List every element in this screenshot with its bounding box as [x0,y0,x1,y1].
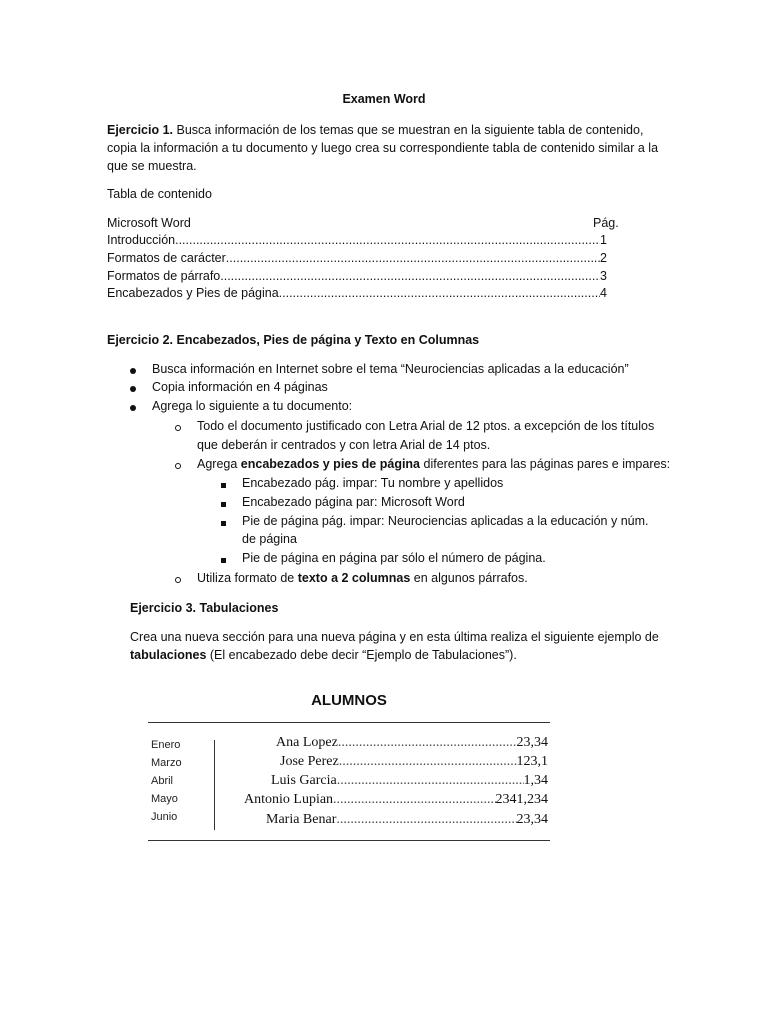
bullet-item: Agrega lo siguiente a tu documento: [152,399,353,413]
exercise-2-heading: Ejercicio 2. Encabezados, Pies de página y Texto en Columnas [107,333,480,347]
text-run: en algunos párrafos. [410,571,528,585]
toc-row [107,286,607,304]
bold-text-run: tabulaciones [130,648,207,662]
toc-row-page: 4 [600,286,607,300]
square-bullet-icon [221,558,226,563]
month-label: Mayo [151,793,178,805]
bullet-icon [130,405,136,411]
toc-header-right: Pág. [593,216,619,230]
circle-bullet-icon [175,463,181,469]
month-label: Junio [151,811,178,823]
tab-leader-dots [339,754,517,770]
square-bullet-icon [221,483,226,488]
toc-leader-dots [220,269,600,283]
bullet-icon [130,368,136,374]
bold-text-run: encabezados y pies de página [240,457,421,471]
entry-value: 1,34 [523,773,548,788]
tabulation-example-image [148,688,550,844]
toc-row [107,251,607,269]
entry-value: 123,1 [516,754,548,769]
page-title: Examen Word [342,92,426,106]
toc-row-label: Encabezados y Pies de página [107,286,279,300]
toc-row-page: 2 [600,251,607,265]
bottom-rule [148,840,550,841]
nested-bullet-item-continuation: de página [242,532,297,546]
tabulation-title: ALUMNOS [311,692,387,709]
tab-leader-dots [338,735,517,751]
circle-bullet-icon [175,425,181,431]
entry-value: 23,34 [516,735,548,750]
entry-value: 2341,234 [495,792,548,807]
tab-entry [238,792,548,808]
month-label: Abril [151,775,174,787]
month-label: Enero [151,739,181,751]
top-rule [148,722,550,723]
month-label: Marzo [151,757,182,769]
tab-entry [238,754,548,770]
nested-bullet-item: Pie de página en página par sólo el número de página. [242,551,546,565]
vertical-tab-line [214,740,215,830]
text-run: (El encabezado debe decir “Ejemplo de Tabulaciones”). [206,648,517,662]
tab-entry [238,773,548,789]
entry-name: Luis Garcia [271,773,337,788]
entry-name: Antonio Lupian [244,792,334,807]
exercise-1-label: Ejercicio 1. [107,123,174,137]
bold-text-run: texto a 2 columnas [297,571,411,585]
text-run: Utiliza formato de [197,571,298,585]
exercise-1-paragraph [107,121,667,175]
bullet-icon [130,386,136,392]
toc-row [107,233,607,251]
toc-row-label: Formatos de carácter [107,251,226,265]
toc-leader-dots [279,286,600,300]
tab-leader-dots [337,773,524,789]
tab-leader-dots [336,812,516,828]
sub-bullet-item [197,457,670,471]
bullet-item: Copia información en 4 páginas [152,380,328,394]
exercise-1-text: Busca información de los temas que se muestran en la siguiente tabla de contenido, copia la información a tu documento y luego crea su correspondiente tabla de contenido similar a la que se muestra. [107,123,659,173]
bullet-item: Busca información en Internet sobre el tema “Neurociencias aplicadas a la educación” [152,362,629,376]
square-bullet-icon [221,521,226,526]
tab-leader-dots [333,792,495,808]
toc-row-page: 3 [600,269,607,283]
toc-row-label: Formatos de párrafo [107,269,221,283]
entry-name: Jose Perez [280,754,339,769]
exercise-3-line [130,648,517,662]
sub-bullet-item: Todo el documento justificado con Letra Arial de 12 ptos. a excepción de los títulos [197,419,655,433]
toc-leader-dots [175,233,600,247]
square-bullet-icon [221,502,226,507]
exercise-3-line: Crea una nueva sección para una nueva página y en esta última realiza el siguiente ejemplo de [130,630,659,644]
tab-entry [238,735,548,751]
nested-bullet-item: Encabezado página par: Microsoft Word [242,495,465,509]
sub-bullet-item [197,571,528,585]
sub-bullet-item-continuation: que deberán ir centrados y con letra Arial de 14 ptos. [197,438,491,452]
toc-row-page: 1 [600,233,607,247]
nested-bullet-item: Encabezado pág. impar: Tu nombre y apellidos [242,476,504,490]
nested-bullet-item: Pie de página pág. impar: Neurociencias aplicadas a la educación y núm. [242,514,649,528]
text-run: Agrega [197,457,241,471]
toc-row-label: Introducción [107,233,176,247]
tab-entry [238,812,548,828]
toc-row [107,269,607,287]
toc-heading: Tabla de contenido [107,187,212,201]
entry-name: Ana Lopez [276,735,338,750]
toc-leader-dots [226,251,600,265]
exercise-3-heading: Ejercicio 3. Tabulaciones [130,601,279,615]
entry-name: Maria Benar [266,812,337,827]
toc-header-left: Microsoft Word [107,216,191,230]
text-run: diferentes para las páginas pares e impares: [420,457,671,471]
entry-value: 23,34 [516,812,548,827]
circle-bullet-icon [175,577,181,583]
